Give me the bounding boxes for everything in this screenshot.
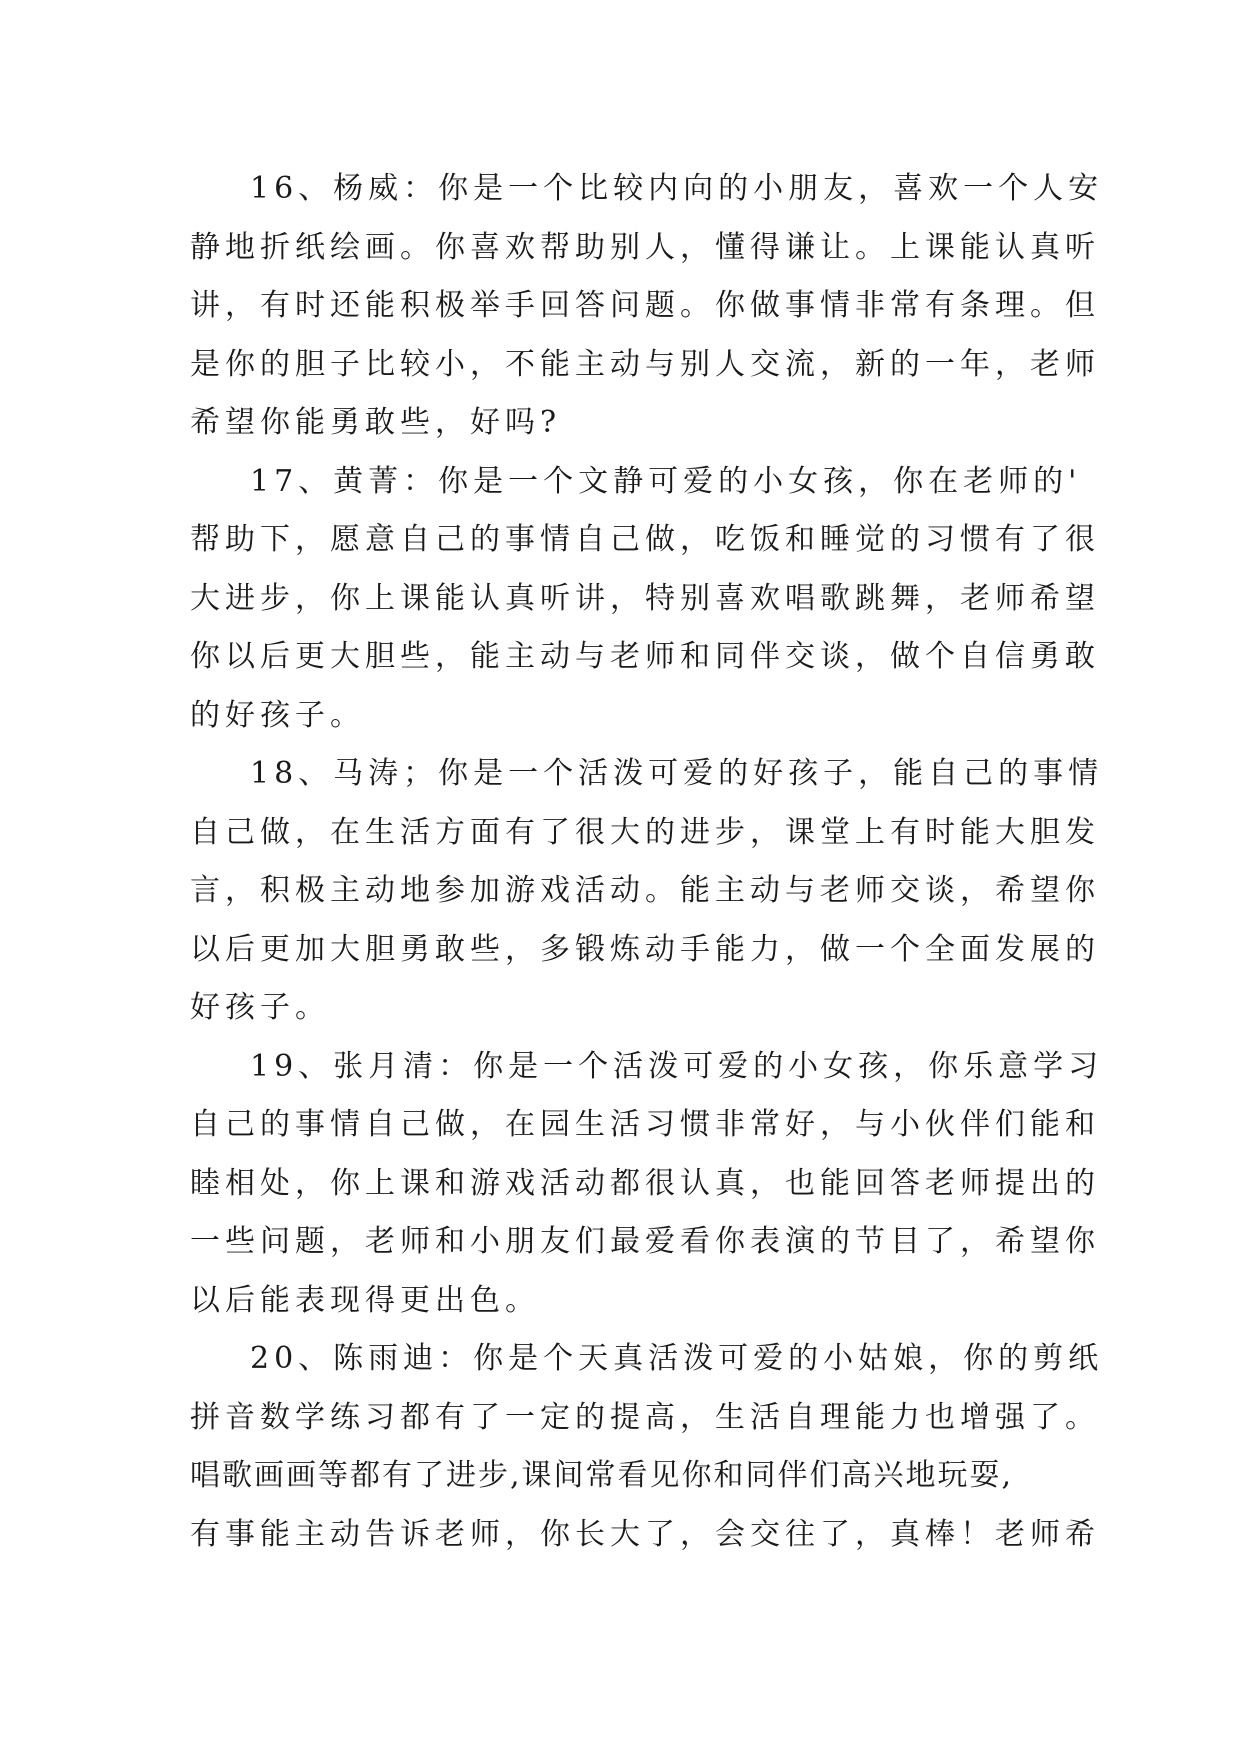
text-line: 是你的胆子比较小，不能主动与别人交流，新的一年，老师 (190, 346, 1100, 382)
text-line: 拼音数学练习都有了一定的提高，生活自理能力也增强了。 (190, 1399, 1100, 1435)
text-line: 以后更加大胆勇敢些，多锻炼动手能力，做一个全面发展的 (190, 931, 1100, 967)
text-line: 睦相处，你上课和游戏活动都很认真，也能回答老师提出的 (190, 1165, 1100, 1201)
text-line: 唱歌画画等都有了进步,课间常看见你和同伴们高兴地玩耍, (190, 1458, 1014, 1493)
text-line: 16、杨威：你是一个比较内向的小朋友，喜欢一个人安 (250, 171, 1104, 206)
paragraph-19 (190, 1038, 1104, 1331)
text-line: 19、张月清：你是一个活泼可爱的小女孩，你乐意学习 (250, 1048, 1104, 1084)
text-line: 言，积极主动地参加游戏活动。能主动与老师交谈，希望你 (190, 873, 1100, 908)
text-line: 以后能表现得更出色。 (190, 1282, 540, 1318)
text-line: 自己做，在生活方面有了很大的进步，课堂上有时能大胆发 (190, 814, 1100, 850)
text-line: 的好孩子。 (190, 697, 365, 733)
text-line: 17、黄菁：你是一个文静可爱的小女孩，你在老师的' (250, 463, 1082, 499)
text-line: 20、陈雨迪：你是个天真活泼可爱的小姑娘，你的剪纸 (250, 1341, 1104, 1376)
paragraph-20 (190, 1330, 1104, 1564)
text-line: 帮助下，愿意自己的事情自己做，吃饭和睡觉的习惯有了很 (190, 522, 1100, 557)
text-line: 你以后更大胆些，能主动与老师和同伴交谈，做个自信勇敢 (190, 639, 1100, 674)
paragraph-18 (190, 745, 1104, 1038)
text-line: 好孩子。 (190, 990, 330, 1025)
text-line: 讲，有时还能积极举手回答问题。你做事情非常有条理。但 (190, 288, 1100, 323)
text-line: 有事能主动告诉老师，你长大了，会交往了，真棒！老师希 (190, 1516, 1100, 1552)
text-line: 希望你能勇敢些，好吗? (190, 405, 562, 440)
document-body (190, 160, 1104, 1564)
paragraph-17 (190, 453, 1100, 746)
text-line: 一些问题，老师和小朋友们最爱看你表演的节目了，希望你 (190, 1224, 1100, 1259)
text-line: 大进步，你上课能认真听讲，特别喜欢唱歌跳舞，老师希望 (190, 580, 1100, 616)
text-line: 自己的事情自己做，在园生活习惯非常好，与小伙伴们能和 (190, 1107, 1100, 1142)
text-line: 18、马涛；你是一个活泼可爱的好孩子，能自己的事情 (250, 756, 1104, 791)
text-line: 静地折纸绘画。你喜欢帮助别人，懂得谦让。上课能认真听 (190, 229, 1100, 265)
paragraph-16 (190, 160, 1104, 453)
